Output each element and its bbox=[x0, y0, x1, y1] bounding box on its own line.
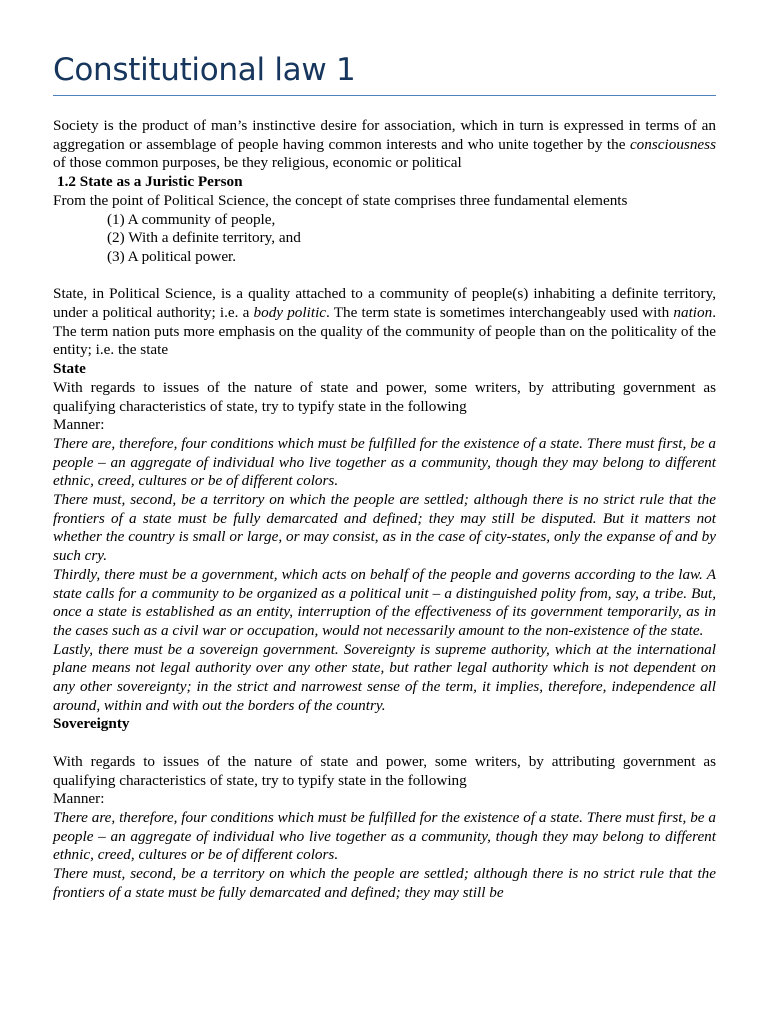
paragraph-spacer bbox=[53, 734, 716, 753]
state-def-text-a: State, in Political Science, is a quality attached to a community of people(s) inhabiting a definite territory, under a political authority; i.e. a bbox=[53, 285, 716, 322]
document-title: Constitutional law 1 bbox=[53, 52, 356, 88]
state-element-item: (3) A political power. bbox=[107, 247, 237, 265]
intro-paragraph bbox=[53, 117, 716, 173]
state-manner-label: Manner: bbox=[53, 416, 105, 434]
section-heading-sovereignty: Sovereignty bbox=[53, 715, 130, 733]
sovereignty-condition-paragraph: There are, therefore, four conditions which must be fulfilled for the existence of a state. There must first, be a people – an aggregate of individual who live together as a community, though they may belong to different ethnic, creed, cultures or be of different colors. bbox=[53, 808, 716, 864]
document-page bbox=[53, 48, 716, 903]
state-def-emphasis-body-politic: body politic bbox=[253, 304, 327, 322]
intro-text-a: Society is the product of man’s instinctive desire for association, which in turn is expressed in terms of an aggregation or assemblage of people having common interests and who unite together by the bbox=[53, 117, 716, 153]
state-def-emphasis-nation: nation bbox=[673, 304, 713, 322]
state-def-text-e: . The term nation puts more emphasis on the quality of the community of people than on the politicality of the entity; i.e. the state bbox=[53, 304, 716, 359]
sovereignty-condition-paragraph: There must, second, be a territory on which the people are settled; although there is no strict rule that the frontiers of a state must be fully demarcated and defined; they may still be bbox=[53, 865, 716, 901]
state-condition-paragraph: Lastly, there must be a sovereign government. Sovereignty is supreme authority, which at the international plane means not legal authority over any other state, but rather legal authority which is not dependent on any other sovereignty; in the strict and narrowest sense of the term, it implies, therefore, independence all around, within and with out the borders of the country. bbox=[53, 640, 716, 714]
intro-emphasis: consciousness bbox=[629, 135, 716, 153]
state-condition-paragraph: Thirdly, there must be a government, which acts on behalf of the people and governs according to the law. A state calls for a community to be organized as a political unit – a distinguished polity from, say, a tribe. But, once a state is established as an entity, interruption of the effectiveness of its government temporarily, as in the cases such as a civil war or occupation, would not necessarily amount to the non-existence of the state. bbox=[53, 565, 716, 639]
section-heading-juristic-person: 1.2 State as a Juristic Person bbox=[57, 173, 243, 191]
state-definition-paragraph bbox=[53, 285, 716, 360]
state-element-item: (1) A community of people, bbox=[107, 210, 276, 228]
sovereignty-manner-label: Manner: bbox=[53, 790, 105, 808]
intro-text-c: of those common purposes, be they religious, economic or political bbox=[53, 154, 462, 172]
state-condition-paragraph: There must, second, be a territory on which the people are settled; although there is no strict rule that the frontiers of a state must be fully demarcated and defined; they may still be disputed. But it matters not whether the country is small or large, or may consist, as in the case of city-states, only the expanse of and by such cry. bbox=[53, 491, 716, 565]
state-def-text-c: . The term state is sometimes interchangeably used with bbox=[326, 304, 674, 322]
elements-lead-paragraph: From the point of Political Science, the concept of state comprises three fundamental elements bbox=[53, 191, 628, 209]
section-heading-state: State bbox=[53, 360, 86, 378]
state-elements-list bbox=[53, 211, 716, 267]
sovereignty-lead-paragraph: With regards to issues of the nature of state and power, some writers, by attributing government as qualifying characteristics of state, try to typify state in the following bbox=[53, 752, 716, 789]
title-underline bbox=[53, 95, 716, 96]
state-condition-paragraph: There are, therefore, four conditions which must be fulfilled for the existence of a state. There must first, be a people – an aggregate of individual who live together as a community, though they may belong to different ethnic, creed, cultures or be of different colors. bbox=[53, 434, 716, 490]
state-lead-paragraph: With regards to issues of the nature of state and power, some writers, by attributing government as qualifying characteristics of state, try to typify state in the following bbox=[53, 378, 716, 415]
paragraph-spacer bbox=[53, 267, 716, 286]
state-element-item: (2) With a definite territory, and bbox=[107, 229, 301, 247]
